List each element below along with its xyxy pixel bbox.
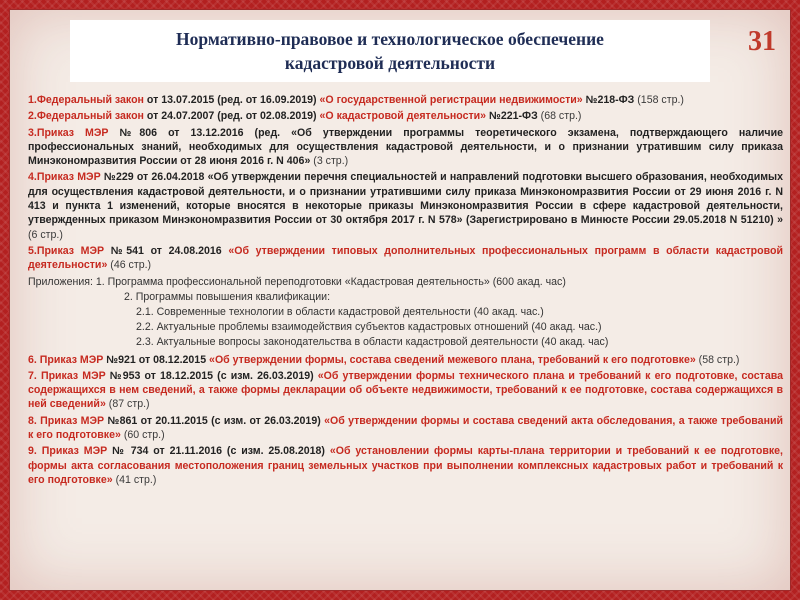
item-title: «Об установлении формы карты-плана территории и требований к ее подготовке, формы акта согласования местоположения границ земельных участков при выполнении комплексных кадастровых работ и требований к его подготовке» [28, 445, 783, 486]
item-number: 4. [28, 171, 37, 184]
item-pages: (60 стр.) [120, 429, 165, 442]
appendix-line: 2.1. Современные технологии в области кадастровой деятельности (40 акад. час.) [136, 305, 544, 318]
item-title: «О кадастровой деятельности» [319, 110, 487, 123]
item-kind: Приказ МЭР [39, 353, 104, 366]
item-details: №921 от 08.12.2015 [103, 353, 210, 366]
item-details: №541 от 24.08.2016 [104, 244, 229, 257]
item-pages: (46 стр.) [107, 259, 152, 272]
slide-number: 31 [748, 26, 776, 57]
appendix-line: Приложения: 1. Программа профессиональной переподготовки «Кадастровая деятельность» (600 акад. час) [28, 275, 566, 288]
item-details: №229 от 26.04.2018 [100, 171, 208, 184]
item-law-number: №218-ФЗ [582, 94, 635, 106]
item-title: «Об утверждении формы технического плана и требований к его подготовке, состава содержащихся в нем сведений, а также формы декларации об объекте недвижимости, требований к ее подготовке, состава содержащихся в ней сведений» [28, 369, 783, 411]
item-kind: Приказ МЭР [41, 445, 108, 458]
item-title: «Об утверждении формы и состава сведений акта обследования, а также требований к его подготовке» [28, 414, 783, 442]
list-item [28, 369, 783, 412]
item-details: №806 от 13.12.2016 (ред. [108, 126, 292, 139]
list-item [28, 414, 783, 443]
title-box [70, 20, 710, 82]
item-number: 3. [28, 126, 37, 139]
item-number: 8. [28, 414, 37, 427]
appendix-line: 2. Программы повышения квалификации: [124, 290, 331, 303]
item-details: №861 от 20.11.2015 (с изм. от 26.03.2019) [104, 414, 325, 427]
item-number: 7. [28, 369, 37, 382]
document-list [28, 93, 783, 489]
item-pages: (87 стр.) [105, 398, 150, 411]
item-title: «Об утверждении формы, состава сведений межевого плана, требований к его подготовке» [209, 353, 696, 366]
item-number: 6. [28, 353, 37, 366]
item-title: «О государственной регистрации недвижимости» [319, 94, 583, 106]
item-number: 9. [28, 445, 37, 458]
item-pages: (68 стр.) [537, 110, 582, 123]
item-law-number: №221-ФЗ [486, 110, 538, 123]
list-item [28, 93, 783, 107]
slide-body [9, 9, 791, 591]
list-item [28, 126, 783, 169]
item-details: от 24.07.2007 (ред. от 02.08.2019) [143, 110, 320, 123]
list-item [28, 444, 783, 487]
item-title: «Об утверждении типовых дополнительных профессиональных программ в области кадастровой деятельности» [28, 244, 783, 272]
page-title-line-2: кадастровой деятельности [284, 53, 496, 73]
appendix-line: 2.3. Актуальные вопросы законодательства в области кадастровой деятельности (40 акад. час) [136, 335, 609, 348]
item-number: 1. [28, 94, 37, 106]
item-kind: Приказ МЭР [36, 126, 109, 139]
item-pages: (41 стр.) [112, 473, 157, 486]
appendix-block [28, 275, 783, 350]
item-kind: Приказ МЭР [36, 171, 101, 184]
item-kind: Приказ МЭР [40, 414, 105, 427]
item-kind: Приказ МЭР [40, 369, 106, 382]
item-kind: Федеральный закон [36, 110, 144, 123]
appendix-line: 2.2. Актуальные проблемы взаимодействия субъектов кадастровых отношений (40 акад. час.) [136, 320, 602, 333]
item-kind: Приказ МЭР [36, 244, 105, 257]
item-pages: (6 стр.) [28, 228, 63, 241]
item-title: «Об утверждении перечня специальностей и направлений подготовки высшего образования, необходимых для осуществления кадастровой деятельности, и о признании утратившими силу приказа Минэкономразвития России от 29 июня 2016 г. N 413 и пункта 1 изменений, которые вносятся в некоторые приказы Минэкономразвития России в сфере кадастровой деятельности, утвержденных приказом Минэкономразвития России от 30 октября 2017 г. N 578» (Зарегистрировано в Минюсте России 29.05.2018 N 51210) » [28, 171, 783, 227]
item-title: «Об утверждении программы теоретического экзамена, подтверждающего наличие профессиональных знаний, необходимых для осуществления кадастровой деятельности, и о признании утратившим силу приказа Минэкономразвития России от 28 июня 2016 г. N 406» [28, 126, 783, 168]
item-details: от 13.07.2015 (ред. от 16.09.2019) [143, 94, 320, 106]
item-kind: Федеральный закон [36, 94, 144, 106]
item-number: 2. [28, 110, 37, 123]
item-details: № 734 от 21.11.2016 (с изм. 25.08.2018) [107, 445, 330, 458]
list-item [28, 170, 783, 241]
list-item [28, 353, 783, 367]
item-pages: (58 стр.) [695, 353, 740, 366]
item-details: №953 от 18.12.2015 (с изм. 26.03.2019) [105, 369, 318, 382]
list-item [28, 109, 783, 123]
list-item [28, 244, 783, 273]
item-pages: (158 стр.) [634, 94, 684, 106]
page-title-line-1: Нормативно-правовое и технологическое обеспечение [176, 29, 604, 49]
item-pages: (3 стр.) [310, 155, 349, 168]
item-number: 5. [28, 244, 37, 257]
